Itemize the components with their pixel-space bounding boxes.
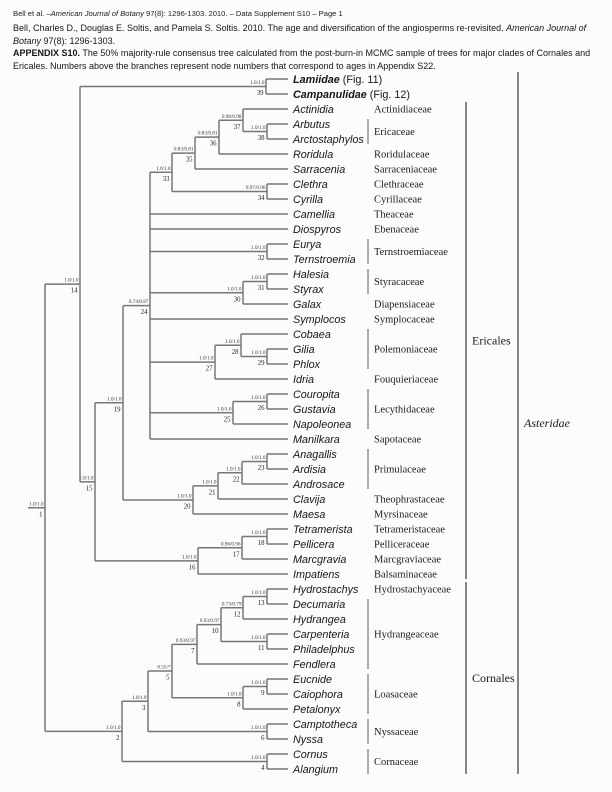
family-label: Roridulaceae — [374, 149, 430, 161]
tip-label: Gilia — [293, 343, 315, 356]
support-value: 1.0/1.0 — [227, 691, 242, 698]
tip-label: Decumaria — [293, 598, 346, 611]
node-number: 17 — [232, 551, 240, 559]
text-segment: Bell, Charles D., Douglas E. Soltis, and Pamela S. Soltis. 2010. The age and diversification of the angiosperms re-revisited. — [13, 23, 507, 33]
family-label: Cyrillaceae — [374, 194, 422, 206]
family-label: Hydrangeaceae — [374, 629, 439, 641]
tip-label: Pellicera — [293, 538, 335, 551]
node-number: 12 — [233, 611, 241, 619]
node-number: 6 — [261, 735, 265, 742]
family-label: Theaceae — [374, 209, 414, 221]
tip-label: Alangium — [293, 763, 339, 776]
node-number: 4 — [261, 765, 265, 772]
family-label: Tetrameristaceae — [374, 524, 445, 536]
tip-label: Cobaea — [293, 328, 331, 341]
tip-label: Arbutus — [293, 118, 331, 131]
family-label: Polemoniaceae — [374, 344, 438, 356]
node-number: 37 — [233, 123, 241, 131]
node-number: 25 — [223, 416, 231, 424]
tip-label: Roridula — [293, 148, 334, 161]
node-number: 16 — [188, 564, 196, 572]
family-label: Clethraceae — [374, 179, 424, 191]
family-label: Balsaminaceae — [374, 569, 437, 581]
node-number: 29 — [257, 360, 265, 367]
tip-label: Maesa — [293, 508, 326, 521]
support-value: 0.83/0.81 — [197, 130, 218, 137]
text-segment: American Journal of Botany — [13, 23, 587, 46]
support-value: 1.0/1.0 — [251, 755, 266, 761]
tip-label: Gustavia — [293, 403, 336, 416]
node-number: 20 — [183, 503, 191, 511]
family-label: Actinidiaceae — [374, 104, 432, 116]
node-number: 30 — [233, 296, 241, 304]
tip-label: Caiophora — [293, 688, 343, 701]
tip-label: Cornus — [293, 748, 328, 761]
node-number: 35 — [185, 156, 193, 164]
tip-label: Idria — [293, 373, 315, 386]
support-value: 1.0/1.0 — [251, 590, 266, 596]
family-label: Fouquieriaceae — [374, 374, 439, 386]
support-value: 0.93/0.97 — [199, 618, 220, 625]
node-number: 1 — [39, 511, 43, 519]
node-number: 19 — [113, 406, 121, 414]
support-value: 1.0/1.0 — [251, 245, 266, 251]
tip-label: Marcgravia — [293, 553, 347, 566]
node-number: 31 — [257, 285, 265, 292]
family-label: Symplocaceae — [374, 314, 435, 326]
node-number: 23 — [257, 465, 265, 472]
tip-label: Camptotheca — [293, 718, 358, 731]
support-value: 1.0/1.0 — [225, 338, 240, 345]
node-number: 8 — [237, 701, 241, 709]
tip-label: Fendlera — [293, 658, 336, 671]
node-number: 28 — [231, 348, 239, 356]
support-value: 1.0/1.0 — [251, 530, 266, 536]
node-number: 32 — [257, 255, 265, 262]
text-segment: 97(8): 1296-1303. 2010. – Data Supplement S10 – Page 1 — [143, 9, 343, 18]
tip-label: Ternstroemia — [293, 253, 356, 266]
support-value: 1.0/1.0 — [202, 479, 217, 486]
support-value: 1.0/1.0 — [177, 493, 192, 500]
family-label: Marcgraviaceae — [374, 554, 442, 566]
tip-label: Eucnide — [293, 673, 333, 686]
support-value: 1.0/1.0 — [106, 724, 121, 731]
text-segment: The 50% majority-rule consensus tree calculated from the post-burn-in MCMC sample of trees for major clades of Cornales and Ericales. Numbers above the branches represent node numbers that correspond to ages in Appendix S22. — [13, 48, 591, 71]
clade-label: Asteridae — [524, 416, 570, 430]
tip-label: Ardisia — [293, 463, 327, 476]
support-value: 1.0/1.0 — [79, 475, 94, 482]
tip-label: Symplocos — [293, 313, 346, 326]
tip-label: Couropita — [293, 388, 340, 401]
tip-label: Hydrostachys — [293, 583, 359, 596]
tip-label: Halesia — [293, 268, 330, 281]
tip-label: Clavija — [293, 493, 326, 506]
tip-label: Impatiens — [293, 568, 340, 581]
support-value: 0.93/0.97 — [175, 637, 196, 644]
support-value: 1.0/1.0 — [251, 125, 266, 131]
node-number: 2 — [116, 734, 120, 742]
clade-label: Ericales — [472, 333, 511, 348]
node-number: 24 — [140, 309, 148, 317]
support-value: 0.55/* — [157, 664, 171, 671]
support-value: 1.0/1.0 — [199, 355, 214, 362]
node-number: 27 — [205, 365, 213, 373]
support-value: 0.97/0.96 — [245, 185, 266, 191]
family-label: Theophrastaceae — [374, 494, 445, 506]
tip-label: Hydrangea — [293, 613, 346, 626]
tip-label: Galax — [293, 298, 322, 311]
support-value: 1.0/1.0 — [182, 554, 197, 561]
text-segment: 97(8): 1296-1303. — [41, 35, 116, 46]
node-number: 13 — [257, 600, 265, 607]
support-value: 1.0/1.0 — [132, 694, 147, 701]
support-value: 1.0/1.0 — [227, 286, 242, 293]
tip-label: Tetramerista — [293, 523, 353, 536]
node-number: 7 — [191, 647, 195, 655]
tip-label: Styrax — [293, 283, 324, 296]
family-label: Sarraceniaceae — [374, 164, 437, 176]
support-value: 1.0/1.0 — [251, 395, 266, 401]
node-number: 21 — [208, 489, 216, 497]
text-segment: APPENDIX S10. — [13, 48, 81, 59]
node-number: 14 — [70, 287, 78, 295]
node-number: 15 — [85, 485, 93, 493]
node-number: 39 — [256, 90, 264, 97]
node-number: 9 — [261, 690, 265, 697]
support-value: 1.0/1.0 — [251, 275, 266, 281]
support-value: 0.83/0.81 — [173, 146, 194, 153]
text-segment: Bell et al. – — [13, 9, 51, 18]
family-label: Lecythidaceae — [374, 404, 435, 416]
support-value: 1.0/1.0 — [29, 501, 44, 508]
tip-label: Androsace — [293, 478, 345, 491]
tip-label: Lamiidae (Fig. 11) — [293, 73, 383, 86]
tip-label: Nyssa — [293, 733, 323, 746]
tip-label: Campanulidae (Fig. 12) — [293, 88, 410, 101]
family-label: Ternstroemiaceae — [374, 247, 448, 259]
family-label: Sapotaceae — [374, 434, 422, 446]
family-label: Ebenaceae — [374, 224, 419, 236]
support-value: 0.98/0.98 — [221, 113, 242, 120]
node-number: 5 — [166, 674, 170, 682]
tip-label: Clethra — [293, 178, 328, 191]
node-number: 3 — [142, 704, 146, 712]
tip-label: Sarracenia — [293, 163, 346, 176]
support-value: 1.0/1.0 — [226, 466, 241, 473]
node-number: 33 — [162, 175, 170, 183]
family-label: Loasaceae — [374, 689, 418, 701]
support-value: 1.0/1.0 — [64, 277, 79, 284]
family-label: Hydrostachyaceae — [374, 584, 451, 596]
family-label: Diapensiaceae — [374, 299, 435, 311]
support-value: 1.0/1.0 — [156, 165, 171, 172]
tip-label: Philadelphus — [293, 643, 355, 656]
family-label: Styracaceae — [374, 277, 425, 289]
node-number: 22 — [232, 476, 240, 484]
tip-label: Camellia — [293, 208, 336, 221]
tip-label: Napoleonea — [293, 418, 352, 431]
support-value: 0.73/0.79 — [221, 601, 242, 608]
tip-label: Phlox — [293, 358, 321, 371]
support-value: 0.96/0.96 — [220, 541, 241, 548]
node-number: 34 — [257, 195, 265, 202]
node-number: 26 — [257, 405, 265, 412]
tip-label: Arctostaphylos — [293, 133, 364, 146]
tip-label: Petalonyx — [293, 703, 341, 716]
support-value: 1.0/1.0 — [250, 80, 265, 86]
tip-label: Actinidia — [293, 103, 334, 116]
family-label: Primulaceae — [374, 464, 426, 476]
tip-label: Manilkara — [293, 433, 340, 446]
support-value: 1.0/1.0 — [217, 406, 232, 413]
tip-label: Carpenteria — [293, 628, 350, 641]
family-label: Pelliceraceae — [374, 539, 430, 551]
family-label: Nyssaceae — [374, 727, 419, 739]
support-value: 1.0/1.0 — [251, 725, 266, 731]
tip-label: Cyrilla — [293, 193, 323, 206]
node-number: 36 — [209, 140, 217, 148]
support-value: 1.0/1.0 — [251, 680, 266, 686]
clade-label: Cornales — [472, 671, 515, 685]
text-segment: American Journal of Botany — [50, 9, 144, 18]
support-value: 0.74/0.87 — [128, 299, 149, 306]
family-label: Cornaceae — [374, 757, 419, 769]
support-value: 1.0/1.0 — [251, 635, 266, 641]
node-number: 10 — [211, 628, 219, 636]
support-value: 1.0/1.0 — [251, 350, 266, 356]
tip-label: Anagallis — [293, 448, 337, 461]
support-value: 1.0/1.0 — [251, 455, 266, 461]
node-number: 38 — [257, 135, 265, 142]
tip-label: Diospyros — [293, 223, 342, 236]
family-label: Myrsinaceae — [374, 509, 428, 521]
node-number: 18 — [257, 540, 265, 547]
support-value: 1.0/1.0 — [107, 396, 122, 403]
node-number: 11 — [257, 645, 265, 652]
family-label: Ericaceae — [374, 127, 415, 139]
tip-label: Eurya — [293, 238, 322, 251]
